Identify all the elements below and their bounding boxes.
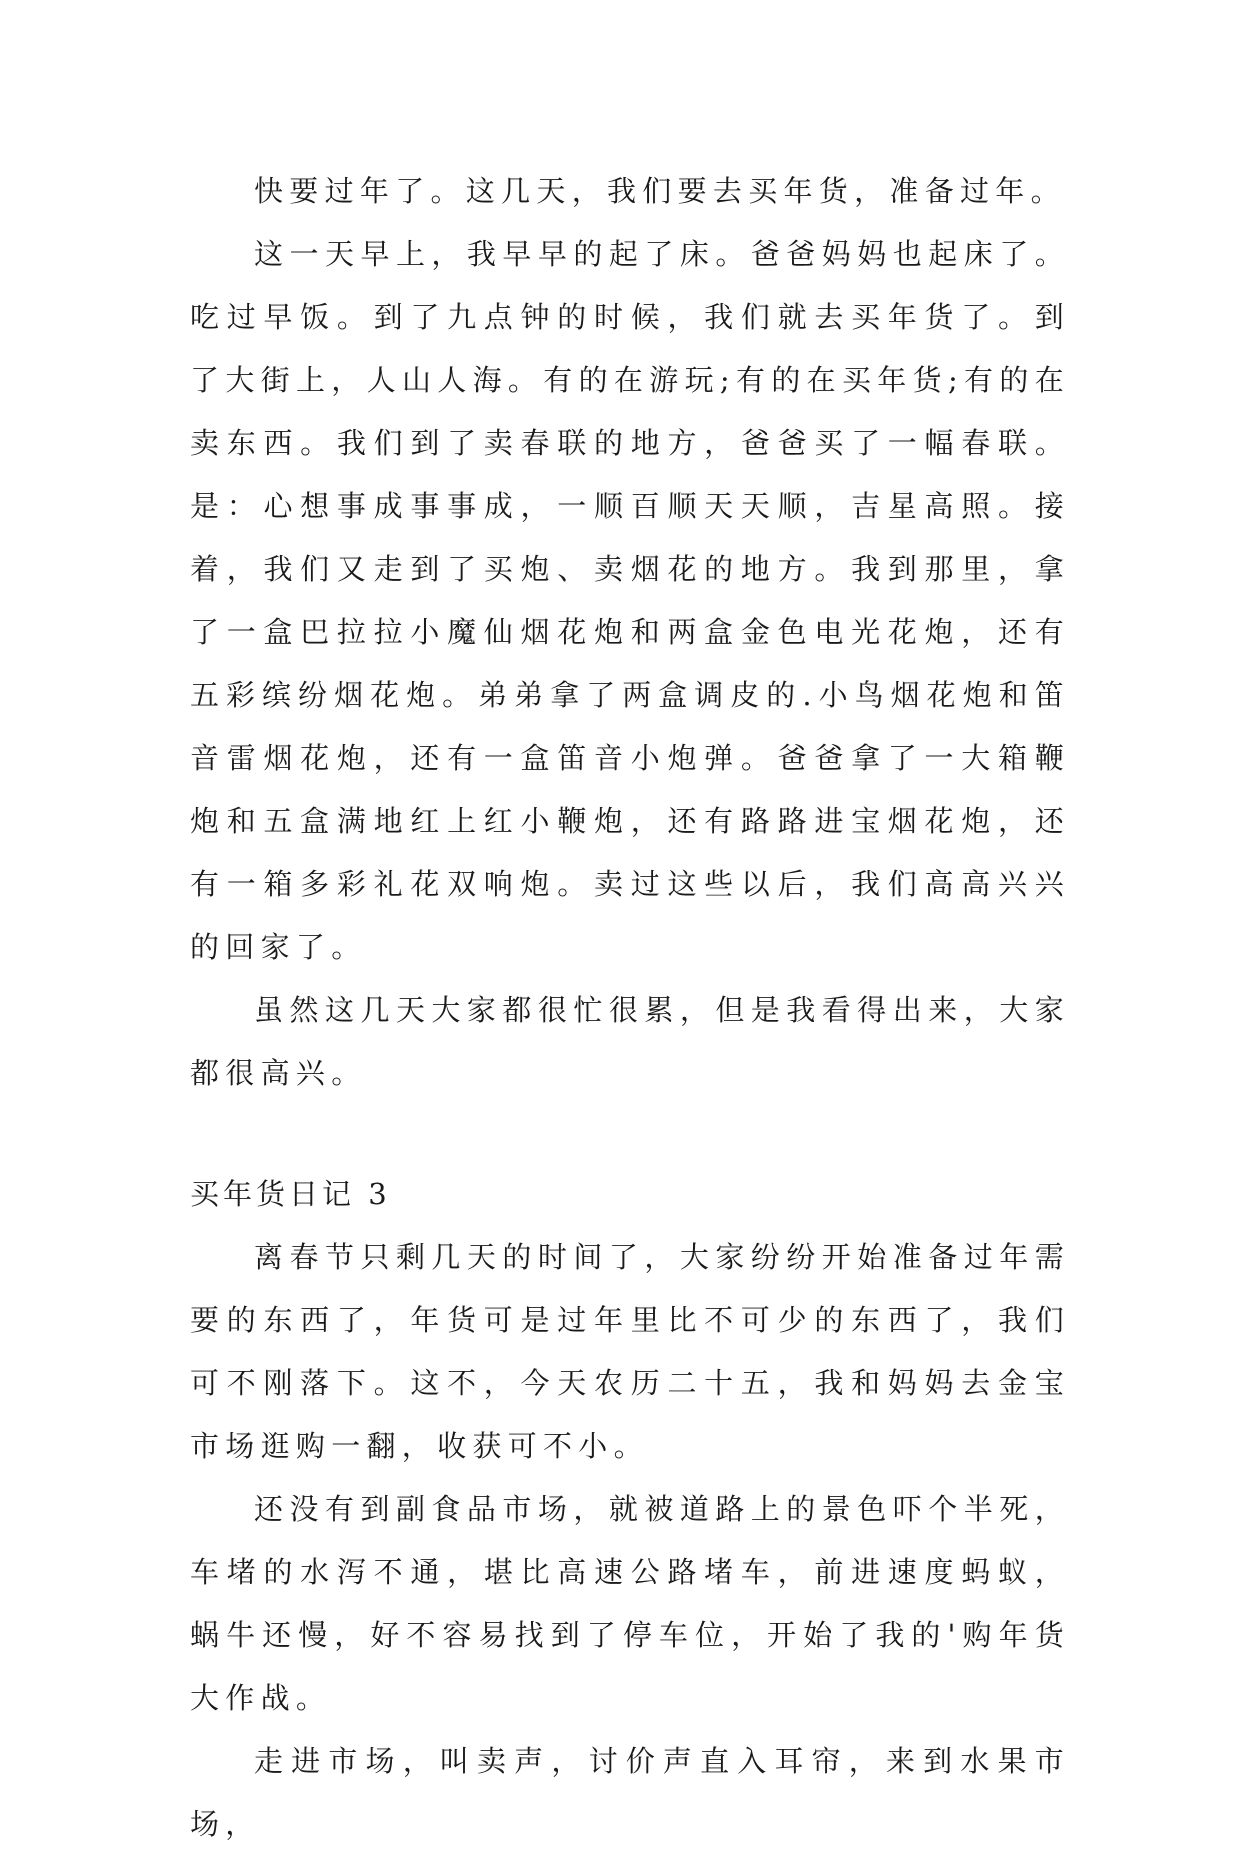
paragraph: 虽然这几天大家都很忙很累，但是我看得出来，大家都很高兴。 (190, 993, 1070, 1090)
document-body (190, 160, 1070, 1856)
paragraph: 离春节只剩几天的时间了，大家纷纷开始准备过年需要的东西了，年货可是过年里比不可少的东西了，我们可不刚落下。这不，今天农历二十五，我和妈妈去金宝市场逛购一翻，收获可不小。 (190, 1240, 1070, 1463)
section-heading: 买年货日记 3 (190, 1177, 391, 1211)
paragraph: 这一天早上，我早早的起了床。爸爸妈妈也起床了。吃过早饭。到了九点钟的时候，我们就去买年货了。到了大街上，人山人海。有的在游玩;有的在买年货;有的在卖东西。我们到了卖春联的地方，爸爸买了一幅春联。是：心想事成事事成，一顺百顺天天顺，吉星高照。接着，我们又走到了买炮、卖烟花的地方。我到那里，拿了一盒巴拉拉小魔仙烟花炮和两盒金色电光花炮，还有五彩缤纷烟花炮。弟弟拿了两盒调皮的.小鸟烟花炮和笛音雷烟花炮，还有一盒笛音小炮弹。爸爸拿了一大箱鞭炮和五盒满地红上红小鞭炮，还有路路进宝烟花炮，还有一箱多彩礼花双响炮。卖过这些以后，我们高高兴兴的回家了。 (190, 237, 1070, 964)
paragraph: 还没有到副食品市场，就被道路上的景色吓个半死，车堵的水泻不通，堪比高速公路堵车，前进速度蚂蚁，蜗牛还慢，好不容易找到了停车位，开始了我的'购年货大作战。 (190, 1492, 1070, 1715)
paragraph: 走进市场，叫卖声，讨价声直入耳帘，来到水果市场， (190, 1744, 1070, 1841)
paragraph: 快要过年了。这几天，我们要去买年货，准备过年。 (254, 174, 1066, 208)
